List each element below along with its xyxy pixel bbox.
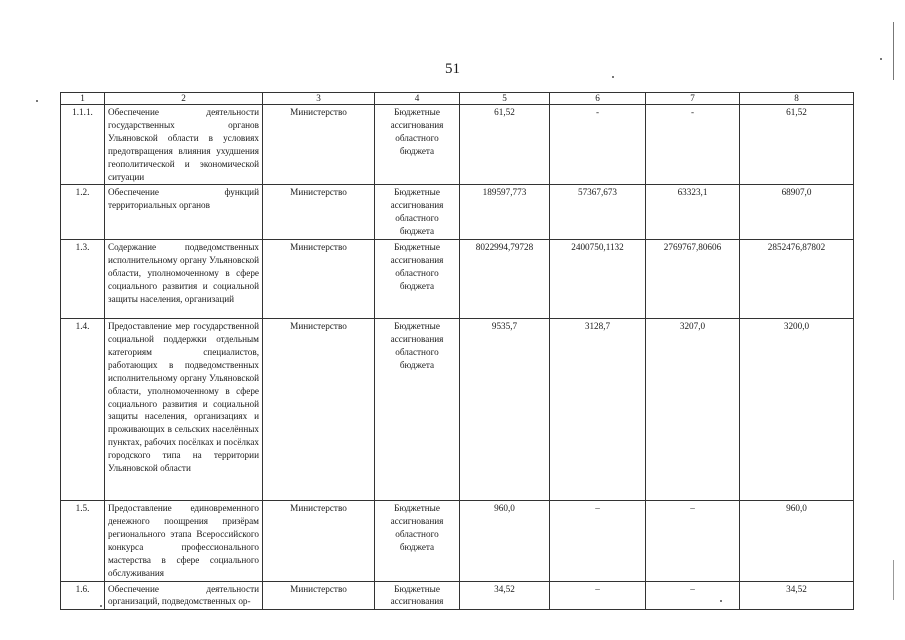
header-cell: 3 bbox=[263, 93, 375, 105]
row-name: Предоставление единовременного денежного поощрения призёрам регионального этапа Всероссийского конкурса профессионального мастерства в сфере социального обслуживания bbox=[105, 501, 263, 581]
row-executor: Министерство bbox=[263, 105, 375, 185]
row-source: Бюджетные ассигнования областного бюджета bbox=[375, 105, 460, 185]
row-number: 1.3. bbox=[61, 240, 105, 319]
row-executor: Министерство bbox=[263, 581, 375, 610]
header-cell: 6 bbox=[550, 93, 646, 105]
table-row bbox=[61, 501, 854, 581]
header-cell: 7 bbox=[646, 93, 740, 105]
row-value-total: 189597,773 bbox=[460, 185, 550, 240]
scan-speck bbox=[612, 76, 614, 78]
scan-margin-line bbox=[893, 560, 894, 600]
row-number: 1.6. bbox=[61, 581, 105, 610]
row-executor: Министерство bbox=[263, 240, 375, 319]
row-name: Обеспечение деятельности государственных органов Ульяновской области в условиях предотвращения влияния ухудшения геополитической и экономической ситуации bbox=[105, 105, 263, 185]
row-value-total: 9535,7 bbox=[460, 319, 550, 501]
header-cell: 1 bbox=[61, 93, 105, 105]
row-value-year2: 2769767,80606 bbox=[646, 240, 740, 319]
row-source: Бюджетные ассигнования областного бюджета bbox=[375, 240, 460, 319]
header-cell: 8 bbox=[740, 93, 854, 105]
row-source: Бюджетные ассигнования областного бюджета bbox=[375, 319, 460, 501]
row-number: 1.5. bbox=[61, 501, 105, 581]
row-value-year3: 34,52 bbox=[740, 581, 854, 610]
row-executor: Министерство bbox=[263, 185, 375, 240]
table-row bbox=[61, 581, 854, 610]
row-value-year3: 61,52 bbox=[740, 105, 854, 185]
row-value-total: 960,0 bbox=[460, 501, 550, 581]
row-name: Предоставление мер государственной социальной поддержки отдельным категориям специалистов, работающих в подведомственных исполнительному органу Ульяновской области, уполномоченному в сфере социального развития и социальной защиты населения, организациях и проживающих в сельских населённых пунктах, рабочих посёлках и посёлках городского типа на территории Ульяновской области bbox=[105, 319, 263, 501]
row-executor: Министерство bbox=[263, 501, 375, 581]
row-value-total: 61,52 bbox=[460, 105, 550, 185]
row-source: Бюджетные ассигнования областного бюджета bbox=[375, 501, 460, 581]
table-header-row bbox=[61, 93, 854, 105]
page-number: 51 bbox=[445, 61, 460, 77]
row-value-year2: 3207,0 bbox=[646, 319, 740, 501]
row-value-year3: 3200,0 bbox=[740, 319, 854, 501]
row-value-year1: - bbox=[550, 105, 646, 185]
scan-speck bbox=[880, 58, 882, 60]
row-value-year3: 2852476,87802 bbox=[740, 240, 854, 319]
row-value-year1: – bbox=[550, 581, 646, 610]
row-value-year1: 57367,673 bbox=[550, 185, 646, 240]
row-executor: Министерство bbox=[263, 319, 375, 501]
scan-speck bbox=[100, 605, 102, 607]
row-value-total: 8022994,79728 bbox=[460, 240, 550, 319]
row-name: Обеспечение функций территориальных органов bbox=[105, 185, 263, 240]
budget-table bbox=[60, 92, 854, 610]
table-row bbox=[61, 240, 854, 319]
scan-speck bbox=[36, 100, 38, 102]
scan-margin-line bbox=[893, 22, 894, 80]
row-value-year1: – bbox=[550, 501, 646, 581]
row-number: 1.2. bbox=[61, 185, 105, 240]
row-value-year2: – bbox=[646, 501, 740, 581]
row-value-year2: – bbox=[646, 581, 740, 610]
row-value-year1: 3128,7 bbox=[550, 319, 646, 501]
header-cell: 4 bbox=[375, 93, 460, 105]
row-value-year3: 68907,0 bbox=[740, 185, 854, 240]
header-cell: 2 bbox=[105, 93, 263, 105]
row-source: Бюджетные ассигнования областного бюджета bbox=[375, 185, 460, 240]
table-row bbox=[61, 105, 854, 185]
scan-speck bbox=[720, 600, 722, 602]
row-name: Содержание подведомственных исполнительному органу Ульяновской области, уполномоченному в сфере социального развития и социальной защиты населения, организаций bbox=[105, 240, 263, 319]
row-value-year2: 63323,1 bbox=[646, 185, 740, 240]
row-value-year1: 2400750,1132 bbox=[550, 240, 646, 319]
row-value-year3: 960,0 bbox=[740, 501, 854, 581]
row-value-year2: - bbox=[646, 105, 740, 185]
table-row bbox=[61, 185, 854, 240]
row-number: 1.4. bbox=[61, 319, 105, 501]
row-value-total: 34,52 bbox=[460, 581, 550, 610]
table-row bbox=[61, 319, 854, 501]
row-source: Бюджетные ассигнования bbox=[375, 581, 460, 610]
row-name: Обеспечение деятельности организаций, подведомственных ор- bbox=[105, 581, 263, 610]
header-cell: 5 bbox=[460, 93, 550, 105]
row-number: 1.1.1. bbox=[61, 105, 105, 185]
